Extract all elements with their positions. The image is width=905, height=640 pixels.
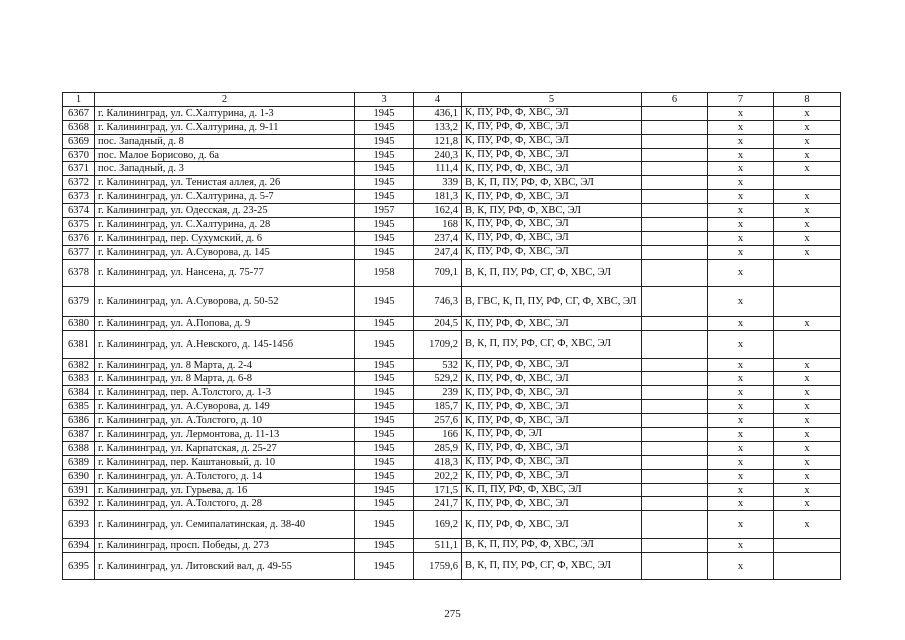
table-row — [63, 317, 841, 331]
table-body — [63, 93, 841, 580]
row-number: 6371 — [63, 162, 95, 176]
col6-cell — [642, 148, 708, 162]
row-number: 6367 — [63, 106, 95, 120]
table-row — [63, 483, 841, 497]
col8-cell: x — [774, 497, 841, 511]
col7-cell: x — [708, 469, 774, 483]
col8-cell: x — [774, 400, 841, 414]
col8-cell — [774, 552, 841, 580]
works-cell: К, ПУ, РФ, Ф, ХВС, ЭЛ — [462, 106, 642, 120]
address-cell: г. Калининград, ул. А.Толстого, д. 14 — [95, 469, 355, 483]
row-number: 6394 — [63, 538, 95, 552]
address-cell: г. Калининград, ул. А.Попова, д. 9 — [95, 317, 355, 331]
col6-cell — [642, 441, 708, 455]
table-row — [63, 287, 841, 317]
col6-cell — [642, 259, 708, 287]
header-cell-1: 1 — [63, 93, 95, 107]
col7-cell: x — [708, 120, 774, 134]
row-number: 6370 — [63, 148, 95, 162]
year-cell: 1945 — [355, 245, 414, 259]
works-cell: К, ПУ, РФ, Ф, ХВС, ЭЛ — [462, 511, 642, 539]
year-cell: 1945 — [355, 469, 414, 483]
col6-cell — [642, 469, 708, 483]
col7-cell: x — [708, 372, 774, 386]
year-cell: 1945 — [355, 358, 414, 372]
col6-cell — [642, 386, 708, 400]
table-row — [63, 259, 841, 287]
col7-cell: x — [708, 218, 774, 232]
year-cell: 1945 — [355, 190, 414, 204]
header-cell-8: 8 — [774, 93, 841, 107]
works-cell: К, ПУ, РФ, Ф, ХВС, ЭЛ — [462, 414, 642, 428]
address-cell: г. Калининград, пер. Сухумский, д. 6 — [95, 231, 355, 245]
row-number: 6386 — [63, 414, 95, 428]
table-row — [63, 511, 841, 539]
col8-cell: x — [774, 204, 841, 218]
col6-cell — [642, 106, 708, 120]
area-cell: 171,5 — [414, 483, 462, 497]
row-number: 6374 — [63, 204, 95, 218]
col7-cell: x — [708, 176, 774, 190]
works-cell: К, ПУ, РФ, Ф, ХВС, ЭЛ — [462, 400, 642, 414]
area-cell: 532 — [414, 358, 462, 372]
col6-cell — [642, 218, 708, 232]
col7-cell: x — [708, 106, 774, 120]
table-row — [63, 204, 841, 218]
col7-cell: x — [708, 428, 774, 442]
col7-cell: x — [708, 552, 774, 580]
col8-cell: x — [774, 190, 841, 204]
header-cell-2: 2 — [95, 93, 355, 107]
works-cell: В, К, П, ПУ, РФ, СГ, Ф, ХВС, ЭЛ — [462, 552, 642, 580]
row-number: 6395 — [63, 552, 95, 580]
area-cell: 240,3 — [414, 148, 462, 162]
year-cell: 1945 — [355, 134, 414, 148]
row-number: 6390 — [63, 469, 95, 483]
row-number: 6391 — [63, 483, 95, 497]
address-cell: г. Калининград, ул. А.Толстого, д. 10 — [95, 414, 355, 428]
area-cell: 111,4 — [414, 162, 462, 176]
page-number: 275 — [444, 608, 461, 620]
works-cell: К, ПУ, РФ, Ф, ХВС, ЭЛ — [462, 162, 642, 176]
year-cell: 1945 — [355, 148, 414, 162]
year-cell: 1945 — [355, 162, 414, 176]
col7-cell: x — [708, 134, 774, 148]
col7-cell: x — [708, 511, 774, 539]
address-cell: г. Калининград, ул. С.Халтурина, д. 1-3 — [95, 106, 355, 120]
col8-cell: x — [774, 162, 841, 176]
address-cell: г. Калининград, ул. Карпатская, д. 25-27 — [95, 441, 355, 455]
col6-cell — [642, 134, 708, 148]
address-cell: г. Калининград, ул. Семипалатинская, д. 38-40 — [95, 511, 355, 539]
works-cell: В, К, П, ПУ, РФ, СГ, Ф, ХВС, ЭЛ — [462, 259, 642, 287]
works-cell: К, ПУ, РФ, Ф, ХВС, ЭЛ — [462, 245, 642, 259]
year-cell: 1945 — [355, 455, 414, 469]
area-cell: 181,3 — [414, 190, 462, 204]
col6-cell — [642, 358, 708, 372]
area-cell: 185,7 — [414, 400, 462, 414]
col7-cell: x — [708, 414, 774, 428]
col6-cell — [642, 428, 708, 442]
table-row — [63, 148, 841, 162]
works-cell: В, К, П, ПУ, РФ, Ф, ХВС, ЭЛ — [462, 176, 642, 190]
col7-cell: x — [708, 441, 774, 455]
col7-cell: x — [708, 317, 774, 331]
address-cell: пос. Малое Борисово, д. 6а — [95, 148, 355, 162]
works-cell: К, ПУ, РФ, Ф, ХВС, ЭЛ — [462, 134, 642, 148]
year-cell: 1945 — [355, 511, 414, 539]
works-cell: К, ПУ, РФ, Ф, ХВС, ЭЛ — [462, 231, 642, 245]
col6-cell — [642, 120, 708, 134]
row-number: 6372 — [63, 176, 95, 190]
header-cell-4: 4 — [414, 93, 462, 107]
table-row — [63, 162, 841, 176]
col8-cell: x — [774, 245, 841, 259]
year-cell: 1945 — [355, 218, 414, 232]
table-row — [63, 218, 841, 232]
row-number: 6388 — [63, 441, 95, 455]
area-cell: 133,2 — [414, 120, 462, 134]
row-number: 6381 — [63, 331, 95, 359]
year-cell: 1945 — [355, 287, 414, 317]
address-cell: г. Калининград, ул. А.Невского, д. 145-145б — [95, 331, 355, 359]
col6-cell — [642, 538, 708, 552]
table-row — [63, 358, 841, 372]
address-cell: г. Калининград, ул. Нансена, д. 75-77 — [95, 259, 355, 287]
address-cell: пос. Западный, д. 8 — [95, 134, 355, 148]
col6-cell — [642, 190, 708, 204]
col7-cell: x — [708, 245, 774, 259]
year-cell: 1945 — [355, 106, 414, 120]
col8-cell: x — [774, 469, 841, 483]
col8-cell: x — [774, 148, 841, 162]
row-number: 6375 — [63, 218, 95, 232]
address-cell: г. Калининград, пер. А.Толстого, д. 1-3 — [95, 386, 355, 400]
table-row — [63, 469, 841, 483]
header-cell-7: 7 — [708, 93, 774, 107]
address-cell: г. Калининград, ул. 8 Марта, д. 2-4 — [95, 358, 355, 372]
area-cell: 1759,6 — [414, 552, 462, 580]
table-row — [63, 414, 841, 428]
col8-cell: x — [774, 218, 841, 232]
table-row — [63, 372, 841, 386]
address-cell: г. Калининград, просп. Победы, д. 273 — [95, 538, 355, 552]
col7-cell: x — [708, 538, 774, 552]
works-cell: К, ПУ, РФ, Ф, ЭЛ — [462, 428, 642, 442]
col7-cell: x — [708, 483, 774, 497]
area-cell: 529,2 — [414, 372, 462, 386]
col7-cell: x — [708, 148, 774, 162]
year-cell: 1945 — [355, 538, 414, 552]
row-number: 6368 — [63, 120, 95, 134]
col8-cell: x — [774, 441, 841, 455]
col6-cell — [642, 511, 708, 539]
address-cell: г. Калининград, ул. С.Халтурина, д. 9-11 — [95, 120, 355, 134]
col6-cell — [642, 497, 708, 511]
works-cell: К, ПУ, РФ, Ф, ХВС, ЭЛ — [462, 497, 642, 511]
header-cell-6: 6 — [642, 93, 708, 107]
row-number: 6385 — [63, 400, 95, 414]
area-cell: 239 — [414, 386, 462, 400]
works-cell: К, ПУ, РФ, Ф, ХВС, ЭЛ — [462, 218, 642, 232]
table-row — [63, 552, 841, 580]
address-cell: г. Калининград, ул. А.Суворова, д. 149 — [95, 400, 355, 414]
area-cell: 204,5 — [414, 317, 462, 331]
col7-cell: x — [708, 400, 774, 414]
works-cell: В, К, ПУ, РФ, Ф, ХВС, ЭЛ — [462, 204, 642, 218]
year-cell: 1945 — [355, 552, 414, 580]
col8-cell — [774, 176, 841, 190]
col7-cell: x — [708, 497, 774, 511]
header-row — [63, 93, 841, 107]
year-cell: 1945 — [355, 231, 414, 245]
address-cell: г. Калининград, ул. Лермонтова, д. 11-13 — [95, 428, 355, 442]
row-number: 6377 — [63, 245, 95, 259]
works-cell: К, ПУ, РФ, Ф, ХВС, ЭЛ — [462, 358, 642, 372]
area-cell: 339 — [414, 176, 462, 190]
col6-cell — [642, 317, 708, 331]
col8-cell: x — [774, 372, 841, 386]
col6-cell — [642, 414, 708, 428]
works-cell: В, К, П, ПУ, РФ, Ф, ХВС, ЭЛ — [462, 538, 642, 552]
col8-cell: x — [774, 231, 841, 245]
col6-cell — [642, 162, 708, 176]
col8-cell: x — [774, 358, 841, 372]
row-number: 6392 — [63, 497, 95, 511]
works-cell: К, П, ПУ, РФ, Ф, ХВС, ЭЛ — [462, 483, 642, 497]
col8-cell: x — [774, 428, 841, 442]
works-cell: К, ПУ, РФ, Ф, ХВС, ЭЛ — [462, 469, 642, 483]
col7-cell: x — [708, 386, 774, 400]
col6-cell — [642, 231, 708, 245]
col8-cell: x — [774, 317, 841, 331]
row-number: 6369 — [63, 134, 95, 148]
works-cell: К, ПУ, РФ, Ф, ХВС, ЭЛ — [462, 455, 642, 469]
year-cell: 1945 — [355, 414, 414, 428]
area-cell: 169,2 — [414, 511, 462, 539]
year-cell: 1957 — [355, 204, 414, 218]
works-cell: К, ПУ, РФ, Ф, ХВС, ЭЛ — [462, 372, 642, 386]
works-cell: К, ПУ, РФ, Ф, ХВС, ЭЛ — [462, 317, 642, 331]
col6-cell — [642, 552, 708, 580]
col6-cell — [642, 176, 708, 190]
col6-cell — [642, 372, 708, 386]
table-row — [63, 497, 841, 511]
col8-cell: x — [774, 511, 841, 539]
area-cell: 746,3 — [414, 287, 462, 317]
year-cell: 1945 — [355, 176, 414, 190]
row-number: 6376 — [63, 231, 95, 245]
table-row — [63, 455, 841, 469]
area-cell: 166 — [414, 428, 462, 442]
area-cell: 436,1 — [414, 106, 462, 120]
col8-cell: x — [774, 106, 841, 120]
col6-cell — [642, 455, 708, 469]
works-cell: К, ПУ, РФ, Ф, ХВС, ЭЛ — [462, 120, 642, 134]
year-cell: 1945 — [355, 497, 414, 511]
year-cell: 1945 — [355, 386, 414, 400]
row-number: 6380 — [63, 317, 95, 331]
table-row — [63, 231, 841, 245]
address-cell: г. Калининград, пер. Каштановый, д. 10 — [95, 455, 355, 469]
header-cell-3: 3 — [355, 93, 414, 107]
row-number: 6393 — [63, 511, 95, 539]
table-row — [63, 120, 841, 134]
address-cell: г. Калининград, ул. Одесская, д. 23-25 — [95, 204, 355, 218]
works-cell: В, К, П, ПУ, РФ, СГ, Ф, ХВС, ЭЛ — [462, 331, 642, 359]
table-row — [63, 331, 841, 359]
year-cell: 1945 — [355, 428, 414, 442]
works-cell: К, ПУ, РФ, Ф, ХВС, ЭЛ — [462, 441, 642, 455]
area-cell: 511,1 — [414, 538, 462, 552]
area-cell: 257,6 — [414, 414, 462, 428]
year-cell: 1945 — [355, 441, 414, 455]
year-cell: 1945 — [355, 120, 414, 134]
col8-cell: x — [774, 455, 841, 469]
address-cell: г. Калининград, ул. Литовский вал, д. 49-55 — [95, 552, 355, 580]
table-row — [63, 441, 841, 455]
address-cell: г. Калининград, ул. С.Халтурина, д. 5-7 — [95, 190, 355, 204]
col8-cell: x — [774, 120, 841, 134]
col6-cell — [642, 287, 708, 317]
col7-cell: x — [708, 204, 774, 218]
area-cell: 418,3 — [414, 455, 462, 469]
year-cell: 1945 — [355, 372, 414, 386]
address-cell: г. Калининград, ул. 8 Марта, д. 6-8 — [95, 372, 355, 386]
col6-cell — [642, 483, 708, 497]
col8-cell — [774, 259, 841, 287]
area-cell: 285,9 — [414, 441, 462, 455]
col8-cell — [774, 538, 841, 552]
row-number: 6389 — [63, 455, 95, 469]
works-cell: К, ПУ, РФ, Ф, ХВС, ЭЛ — [462, 148, 642, 162]
row-number: 6373 — [63, 190, 95, 204]
row-number: 6379 — [63, 287, 95, 317]
table-row — [63, 400, 841, 414]
year-cell: 1945 — [355, 400, 414, 414]
col6-cell — [642, 400, 708, 414]
row-number: 6378 — [63, 259, 95, 287]
works-cell: К, ПУ, РФ, Ф, ХВС, ЭЛ — [462, 190, 642, 204]
address-cell: пос. Западный, д. 3 — [95, 162, 355, 176]
area-cell: 237,4 — [414, 231, 462, 245]
year-cell: 1945 — [355, 317, 414, 331]
area-cell: 247,4 — [414, 245, 462, 259]
col8-cell — [774, 331, 841, 359]
col6-cell — [642, 331, 708, 359]
col7-cell: x — [708, 162, 774, 176]
area-cell: 1709,2 — [414, 331, 462, 359]
col8-cell: x — [774, 483, 841, 497]
row-number: 6382 — [63, 358, 95, 372]
col7-cell: x — [708, 287, 774, 317]
table-row — [63, 106, 841, 120]
table-row — [63, 176, 841, 190]
col6-cell — [642, 204, 708, 218]
register-table — [62, 92, 841, 580]
works-cell: К, ПУ, РФ, Ф, ХВС, ЭЛ — [462, 386, 642, 400]
header-cell-5: 5 — [462, 93, 642, 107]
table-row — [63, 190, 841, 204]
col7-cell: x — [708, 259, 774, 287]
address-cell: г. Калининград, ул. А.Суворова, д. 50-52 — [95, 287, 355, 317]
area-cell: 202,2 — [414, 469, 462, 483]
col8-cell — [774, 287, 841, 317]
area-cell: 121,8 — [414, 134, 462, 148]
year-cell: 1945 — [355, 483, 414, 497]
col7-cell: x — [708, 231, 774, 245]
table-row — [63, 538, 841, 552]
area-cell: 709,1 — [414, 259, 462, 287]
address-cell: г. Калининград, ул. Гурьева, д. 16 — [95, 483, 355, 497]
address-cell: г. Калининград, ул. Тенистая аллея, д. 26 — [95, 176, 355, 190]
col8-cell: x — [774, 414, 841, 428]
col7-cell: x — [708, 331, 774, 359]
col7-cell: x — [708, 190, 774, 204]
col8-cell: x — [774, 134, 841, 148]
year-cell: 1945 — [355, 331, 414, 359]
area-cell: 241,7 — [414, 497, 462, 511]
row-number: 6387 — [63, 428, 95, 442]
row-number: 6383 — [63, 372, 95, 386]
address-cell: г. Калининград, ул. А.Толстого, д. 28 — [95, 497, 355, 511]
col7-cell: x — [708, 358, 774, 372]
table-row — [63, 428, 841, 442]
col6-cell — [642, 245, 708, 259]
area-cell: 162,4 — [414, 204, 462, 218]
address-cell: г. Калининград, ул. А.Суворова, д. 145 — [95, 245, 355, 259]
col8-cell: x — [774, 386, 841, 400]
works-cell: В, ГВС, К, П, ПУ, РФ, СГ, Ф, ХВС, ЭЛ — [462, 287, 642, 317]
address-cell: г. Калининград, ул. С.Халтурина, д. 28 — [95, 218, 355, 232]
table-row — [63, 134, 841, 148]
area-cell: 168 — [414, 218, 462, 232]
table-row — [63, 245, 841, 259]
row-number: 6384 — [63, 386, 95, 400]
year-cell: 1958 — [355, 259, 414, 287]
table-row — [63, 386, 841, 400]
col7-cell: x — [708, 455, 774, 469]
